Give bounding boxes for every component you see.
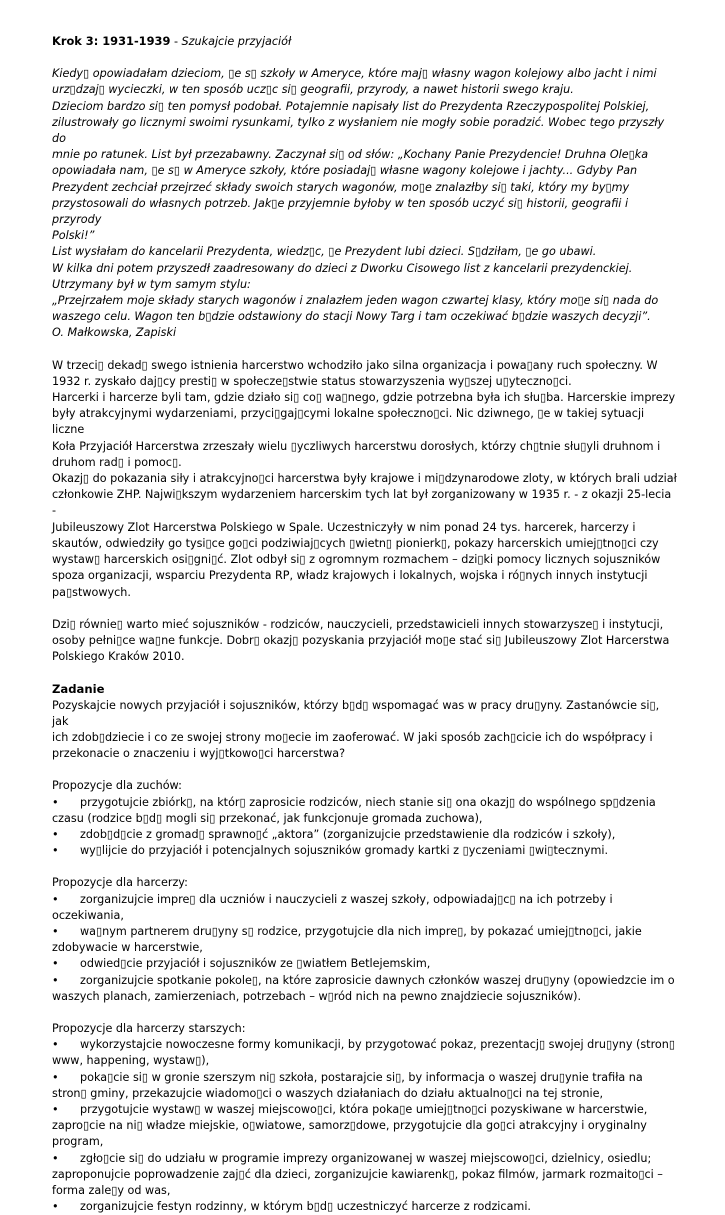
bullet-icon: • — [52, 795, 59, 809]
list-item-text: zapro▯cie na ni▯ władze miejskie, o▯wiatowe, samorz▯dowe, przygotujcie dla go▯ci atrakcyjny i oryginalny — [52, 1119, 647, 1133]
text-line: Koła Przyjaciół Harcerstwa zrzeszały wielu ▯yczliwych harcerstwu dorosłych, którzy ch▯tnie słu▯yli druhnom i — [52, 439, 661, 453]
bullet-icon: • — [52, 827, 59, 841]
list-item-text: poka▯cie si▯ w gronie szerszym ni▯ szkoła, postarajcie si▯, by informacja o waszej dru▯ynie trafiła na — [80, 1070, 643, 1084]
heading-separator: - — [170, 35, 182, 48]
list-item-text: zgło▯cie si▯ do udziału w programie imprezy organizowanej w waszej miejscowo▯ci, dzielnicy, osiedlu; — [80, 1151, 652, 1165]
list-item-text: odwied▯cie przyjaciół i sojuszników ze ▯wiatłem Betlejemskim, — [80, 957, 431, 971]
quote-line: „Przejrzałem moje składy starych wagonów i znalazłem jeden wagon czwartej klasy, który mo▯e si▯ nada do — [52, 294, 659, 308]
text-line: Dzi▯ równie▯ warto mieć sojuszników - rodziców, nauczycieli, przedstawicieli innych stowarzysze▯ i instytucji, — [52, 617, 664, 631]
bullet-icon: • — [52, 1102, 59, 1116]
text-line: Okazj▯ do pokazania siły i atrakcyjno▯ci harcerstwa były krajowe i mi▯dzynarodowe zloty, w których brali udział — [52, 472, 677, 486]
list-item — [52, 1102, 677, 1151]
text-line: były atrakcyjnymi wydarzeniami, przyci▯gaj▯cymi lokalne społeczno▯ci. Nic dziwnego, ▯e w takiej sytuacji liczne — [52, 407, 645, 437]
bullet-icon: • — [52, 892, 59, 906]
text-line: spoza organizacji, wsparciu Prezydenta RP, władz krajowych i lokalnych, wojska i ró▯nych innych instytucji — [52, 569, 648, 583]
cubs-list — [52, 795, 677, 860]
list-item — [52, 956, 677, 972]
list-item — [52, 1199, 677, 1215]
bullet-icon: • — [52, 924, 59, 938]
quote-line: W kilka dni potem przyszedł zaadresowany do dzieci z Dworku Cisowego list z kancelarii prezydenckiej. — [52, 261, 633, 275]
text-line: Harcerki i harcerze byli tam, gdzie działo si▯ co▯ wa▯nego, gdzie potrzebna była ich słu▯ba. Harcerskie imprezy — [52, 391, 676, 405]
quote-line: Utrzymany był w tym samym stylu: — [52, 277, 251, 291]
cubs-heading: Propozycje dla zuchów: — [52, 779, 182, 793]
text-line: osoby pełni▯ce wa▯ne funkcje. Dobr▯ okazj▯ pozyskania przyjaciół mo▯e stać si▯ Jubileuszowy Zlot Harcerstwa — [52, 633, 670, 647]
bullet-icon: • — [52, 973, 59, 987]
quote-line: Kiedy▯ opowiadałam dzieciom, ▯e s▯ szkoły w Ameryce, które maj▯ własny wagon kolejowy albo jacht i nimi — [52, 67, 657, 81]
bullet-icon: • — [52, 1070, 59, 1084]
list-item-text: wykorzystajcie nowoczesne formy komunikacji, by przygotować pokaz, prezentacj▯ swojej dru▯yny (stron▯ — [80, 1038, 676, 1052]
text-line: skautów, odwiedziły go tysi▯ce go▯ci podziwiaj▯cych ▯wietn▯ pionierk▯, pokazy harcerskich umiej▯tno▯ci czy — [52, 536, 659, 550]
quote-line: mnie po ratunek. List był przezabawny. Zaczynał si▯ od słów: „Kochany Panie Prezydencie! Druhna Ole▯ka — [52, 148, 649, 162]
quote-block — [52, 66, 677, 341]
senior-scouts-list — [52, 1037, 677, 1215]
list-item — [52, 892, 677, 924]
text-line: druhom rad▯ i pomoc▯. — [52, 455, 182, 469]
text-line: Polskiego Kraków 2010. — [52, 650, 185, 664]
list-item-text: zorganizujcie spotkanie pokole▯, na które zaprosicie dawnych członków waszej dru▯yny (opowiedzcie im o — [80, 973, 675, 987]
list-item-text: waszych planach, zamierzeniach, potrzebach – w▯ród nich na pewno znajdziecie sojuszników). — [52, 989, 582, 1003]
task-line: Pozyskajcie nowych przyjaciół i sojuszników, którzy b▯d▯ wspomagać was w pracy dru▯yny. Zastanówcie si▯, jak — [52, 698, 660, 728]
bullet-icon: • — [52, 957, 59, 971]
text-line: pa▯stwowych. — [52, 585, 131, 599]
bullet-icon: • — [52, 1151, 59, 1165]
list-item-text: forma zale▯y od was, — [52, 1184, 171, 1197]
list-item-text: oczekiwania, — [52, 908, 124, 922]
list-item-text: zdobywacie w harcerstwie, — [52, 941, 203, 955]
list-item — [52, 827, 677, 843]
bullet-icon: • — [52, 844, 59, 858]
quote-line: zilustrowały go licznymi swoimi rysunkami, tylko z wysłaniem nie mogły sobie poradzić. Wobec tego przyszły do — [52, 115, 665, 146]
task-heading: Zadanie — [52, 682, 105, 697]
list-item-text: www, happening, wystaw▯), — [52, 1054, 210, 1068]
bullet-icon: • — [52, 1200, 59, 1214]
quote-line: przystosowali do własnych potrzeb. Jak▯e przyjemnie byłoby w ten sposób uczyć si▯ historii, geografii i przyrody — [52, 196, 629, 227]
list-item-text: przygotujcie zbiórk▯, na któr▯ zaprosicie rodziców, niech stanie si▯ ona okazj▯ do wspólnego sp▯dzenia — [80, 795, 656, 809]
text-line: członkowie ZHP. Najwi▯kszym wydarzeniem harcerskim tych lat był zorganizowany w 1935 r. - z okazji 25-lecia - — [52, 488, 672, 518]
scouts-list — [52, 892, 677, 1005]
bullet-icon: • — [52, 1038, 59, 1052]
task-text — [52, 698, 677, 763]
list-item-text: zorganizujcie impre▯ dla uczniów i nauczycieli z waszej szkoły, odpowiadaj▯c▯ na ich potrzeby i — [80, 892, 613, 906]
list-item — [52, 973, 677, 1005]
list-item — [52, 1070, 677, 1102]
paragraph-today — [52, 617, 677, 666]
scouts-heading: Propozycje dla harcerzy: — [52, 876, 188, 890]
section-heading — [52, 33, 677, 50]
task-line: ich zdob▯dziecie i co ze swojej strony mo▯ecie im zaoferować. W jaki sposób zach▯cicie ich do współpracy i — [52, 730, 653, 744]
quote-line: urz▯dzaj▯ wycieczki, w ten sposób ucz▯c si▯ geografii, przyrody, a nawet historii swego kraju. — [52, 83, 574, 97]
heading-subtitle: Szukajcie przyjaciół — [181, 35, 292, 48]
quote-line: waszego celu. Wagon ten b▯dzie odstawiony do stacji Nowy Targ i tam oczekiwać b▯dzie waszych decyzji”. — [52, 310, 651, 324]
list-item — [52, 924, 677, 956]
heading-step: Krok 3: 1931-1939 — [52, 34, 171, 48]
list-item-text: zorganizujcie festyn rodzinny, w którym b▯d▯ uczestniczyć harcerze z rodzicami. — [80, 1200, 531, 1214]
quote-line: Dzieciom bardzo si▯ ten pomysł podobał. Potajemnie napisały list do Prezydenta Rzeczypospolitej Polskiej, — [52, 99, 650, 113]
list-item-text: czasu (rodzice b▯d▯ mogli si▯ przekonać, jak funkcjonuje gromada zuchowa), — [52, 811, 483, 825]
document-page — [52, 33, 677, 1215]
text-line: Jubileuszowy Zlot Harcerstwa Polskiego w Spale. Uczestniczyły w nim ponad 24 tys. harcerek, harcerzy i — [52, 520, 636, 534]
list-item-text: zdob▯d▯cie z gromad▯ sprawno▯ć „aktora” (zorganizujcie przedstawienie dla rodziców i szkoły), — [80, 827, 616, 841]
quote-line: opowiadała nam, ▯e s▯ w Ameryce szkoły, które posiadaj▯ własne wagony kolejowe i jachty... Gdyby Pan — [52, 164, 638, 178]
senior-scouts-heading: Propozycje dla harcerzy starszych: — [52, 1021, 246, 1035]
list-item-text: stron▯ gminy, przekazujcie wiadomo▯ci o waszych działaniach do działu aktualno▯ci na tej stronie, — [52, 1086, 604, 1100]
quote-line: Prezydent zechciał przejrzeć składy swoich starych wagonów, mo▯e znalazłby si▯ taki, który my by▯my — [52, 180, 630, 194]
list-item-text: wy▯lijcie do przyjaciół i potencjalnych sojuszników gromady kartki z ▯yczeniami ▯wi▯tecznymi. — [80, 844, 609, 858]
quote-line: O. Małkowska, Zapiski — [52, 326, 177, 340]
list-item-text: program, — [52, 1135, 104, 1149]
list-item-text: przygotujcie wystaw▯ w waszej miejscowo▯ci, która poka▯e umiej▯tno▯ci pozyskiwane w harcerstwie, — [80, 1102, 648, 1116]
quote-line: Polski!” — [52, 229, 95, 243]
list-item — [52, 843, 677, 859]
text-line: wystaw▯ harcerskich osi▯gni▯ć. Zlot odbył si▯ z ogromnym rozmachem – dzi▯ki pomocy licznych sojuszników — [52, 553, 661, 567]
task-line: przekonacie o znaczeniu i wyj▯tkowo▯ci harcerstwa? — [52, 747, 346, 761]
list-item-text: wa▯nym partnerem dru▯yny s▯ rodzice, przygotujcie dla nich impre▯, by pokazać umiej▯tno▯ci, jakie — [80, 924, 642, 938]
paragraph-history — [52, 358, 677, 601]
text-line: W trzeci▯ dekad▯ swego istnienia harcerstwo wchodziło jako silna organizacja i powa▯any ruch społeczny. W — [52, 358, 658, 372]
list-item — [52, 795, 677, 827]
list-item — [52, 1037, 677, 1069]
list-item — [52, 1151, 677, 1200]
text-line: 1932 r. zyskało daj▯cy presti▯ w społecze▯stwie status stowarzyszenia wy▯szej u▯yteczno▯ci. — [52, 374, 572, 388]
list-item-text: zaproponujcie poprowadzenie zaj▯ć dla dzieci, zorganizujcie kawiarenk▯, pokaz filmów, jarmark rozmaito▯ci – — [52, 1167, 663, 1181]
quote-line: List wysłałam do kancelarii Prezydenta, wiedz▯c, ▯e Prezydent lubi dzieci. S▯dziłam, ▯e go ubawi. — [52, 245, 597, 259]
